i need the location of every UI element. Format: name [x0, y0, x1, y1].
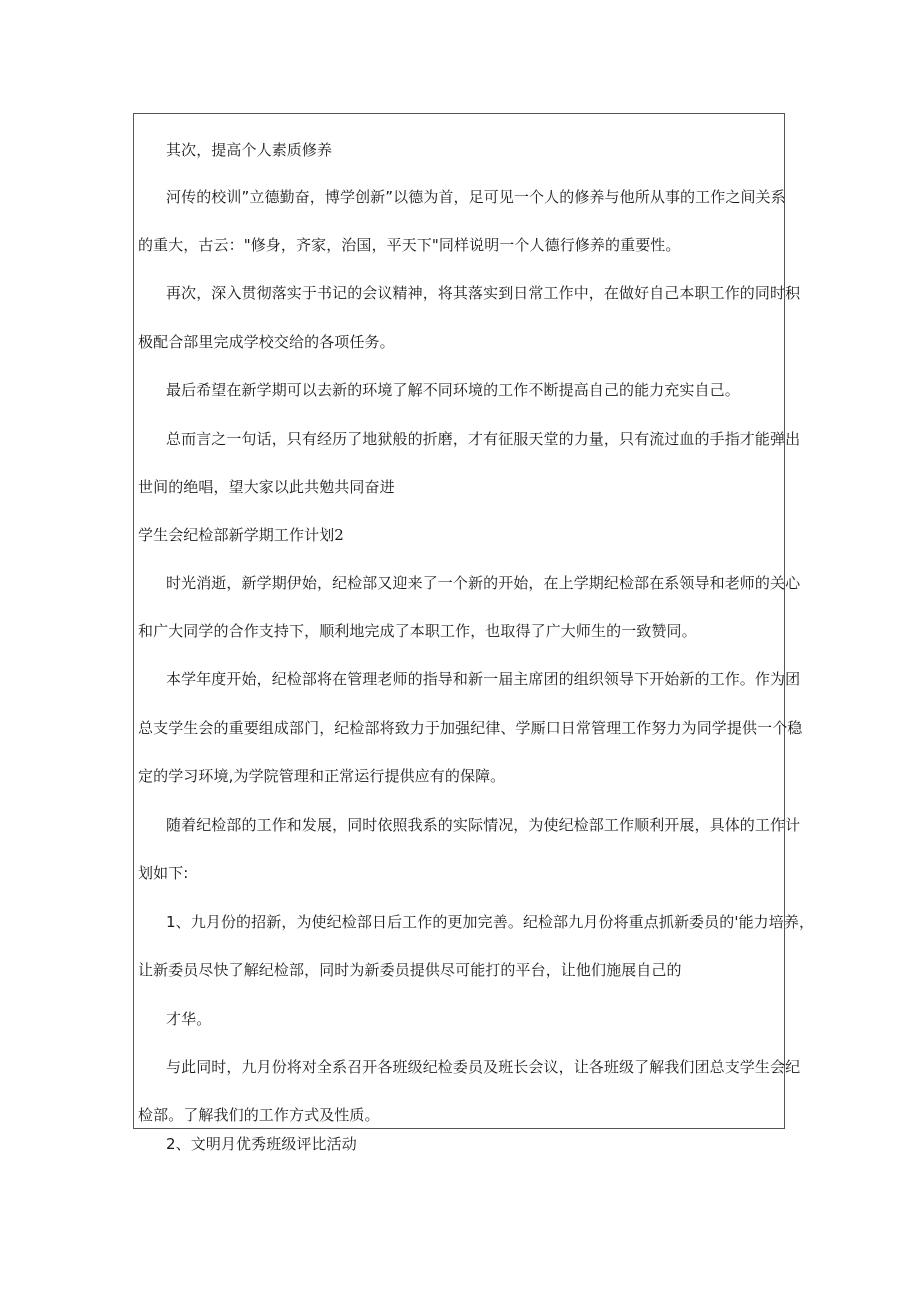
paragraph-line-plan-cont: 划如下:	[138, 864, 189, 882]
paragraph-line-motto-cont: 的重大，古云："修身，齐家，治国，平天下"同样说明一个人德行修养的重要性。	[138, 236, 681, 254]
paragraph-line-finally: 最后希望在新学期可以去新的环境了解不同环境的工作不断提高自己的能力充实自己。	[166, 381, 740, 399]
paragraph-line-year: 本学年度开始，纪检部将在管理老师的指导和新一届主席团的组织领导下开始新的工作。作为团	[166, 670, 801, 688]
paragraph-line-meanwhile-cont: 检部。了解我们的工作方式及性质。	[138, 1106, 380, 1124]
paragraph-line-secondly: 其次，提高个人素质修养	[166, 141, 333, 159]
paragraph-line-plan: 随着纪检部的工作和发展，同时依照我系的实际情况，为使纪检部工作顺利开展，具体的工作计	[166, 816, 801, 834]
section-title: 学生会纪检部新学期工作计划2	[138, 526, 344, 544]
paragraph-line-motto: 河传的校训”立德勤奋，博学创新”以德为首，足可见一个人的修养与他所从事的工作之间关系	[166, 188, 786, 206]
paragraph-line-time: 时光消逝，新学期伊始，纪检部又迎来了一个新的开始，在上学期纪检部在系领导和老师的关心	[166, 574, 801, 592]
paragraph-line-again-cont: 极配合部里完成学校交给的各项任务。	[138, 333, 395, 351]
paragraph-line-summary-cont: 世间的绝唱，望大家以此共勉共同奋进	[138, 478, 395, 496]
list-item-1-end: 才华。	[166, 1010, 212, 1028]
paragraph-line-time-cont: 和广大同学的合作支持下，顺利地完成了本职工作，也取得了广大师生的一致赞同。	[138, 622, 697, 640]
paragraph-line-year-end: 定的学习环境,为学院管理和正常运行提供应有的保障。	[138, 767, 506, 785]
paragraph-line-summary: 总而言之一句话，只有经历了地狱般的折磨，才有征服天堂的力量，只有流过血的手指才能弹出	[166, 430, 801, 448]
list-item-1-cont: 让新委员尽快了解纪检部，同时为新委员提供尽可能打的平台，让他们施展自己的	[138, 961, 682, 979]
list-item-1: 1、九月份的招新，为使纪检部日后工作的更加完善。纪检部九月份将重点抓新委员的'能力培养，	[166, 913, 815, 931]
paragraph-line-meanwhile: 与此同时，九月份将对全系召开各班级纪检委员及班长会议，让各班级了解我们团总支学生会纪	[166, 1058, 801, 1076]
list-item-2: 2、文明月优秀班级评比活动	[166, 1135, 357, 1153]
paragraph-line-again: 再次，深入贯彻落实于书记的会议精神，将其落实到日常工作中，在做好自己本职工作的同时积	[166, 284, 801, 302]
paragraph-line-year-cont: 总支学生会的重要组成部门，纪检部将致力于加强纪律、学厮口日常管理工作努力为同学提供一个稳	[138, 719, 803, 737]
